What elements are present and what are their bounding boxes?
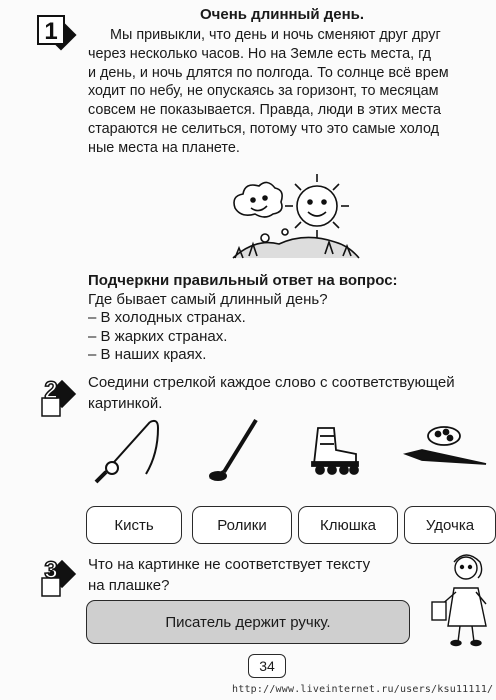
plate-text: Писатель держит ручку. (165, 613, 331, 631)
answer-option-hot[interactable]: – В жарких странах. (88, 327, 228, 345)
cloud-icon (234, 182, 282, 217)
task-number-2: 2 (44, 377, 58, 404)
watermark-url: http://www.liveinternet.ru/users/ksu11111/ (232, 684, 494, 695)
story-line: совсем не показывается. Правда, люди в этих места (88, 102, 442, 119)
girl-writer-illustration (428, 548, 494, 648)
fishing-rod-icon[interactable] (92, 414, 162, 486)
task2-instruction (88, 372, 493, 414)
word-card-hockey-stick[interactable] (298, 506, 398, 544)
word-card-label: Клюшка (319, 516, 376, 534)
word-card-label: Ролики (217, 516, 267, 534)
word-card-label: Кисть (114, 516, 154, 534)
grass-icon (233, 229, 359, 258)
sun-icon (285, 174, 349, 238)
task3-question (88, 554, 418, 596)
story-line: через несколько часов. Но на Земле есть места, гд (88, 45, 432, 62)
word-card-fishing-rod[interactable] (404, 506, 496, 544)
story-line: Мы привыкли, что день и ночь сменяют друг друг (110, 27, 441, 43)
question-line: Что на картинке не соответствует тексту (88, 556, 371, 573)
hockey-stick-icon[interactable] (204, 416, 264, 482)
question-title: Подчеркни правильный ответ на вопрос: (88, 272, 398, 289)
page-number: 34 (248, 654, 286, 678)
story-line: ные места на планете. (88, 139, 240, 156)
task-number-badge-2 (36, 374, 80, 418)
answer-option-cold[interactable]: – В холодных странах. (88, 309, 246, 326)
story-line: ходит по небу, не опускаясь за горизонт, то месяцам (88, 83, 439, 100)
story-title: Очень длинный день. (200, 6, 365, 23)
question-line: на плашке? (88, 577, 170, 594)
task-number-3: 3 (44, 557, 58, 584)
story-line: стараются не селиться, потому что это самые холод (88, 120, 440, 137)
word-card-rollers[interactable] (192, 506, 292, 544)
instruction-line: картинкой. (88, 395, 163, 412)
task-number-badge-1 (34, 8, 78, 52)
word-card-brush[interactable] (86, 506, 182, 544)
story-line: и день, и ночь длятся по полгода. То солнце всё врем (88, 64, 449, 81)
answer-option-home[interactable]: – В наших краях. (88, 346, 207, 363)
sun-and-cloud-illustration (225, 168, 365, 266)
roller-skate-icon[interactable] (306, 424, 362, 476)
task-number-badge-3 (36, 554, 80, 598)
word-cards (86, 506, 496, 546)
word-card-label: Удочка (425, 516, 475, 534)
caption-plate (86, 600, 410, 644)
question-block (88, 272, 488, 365)
task-number-1: 1 (44, 18, 58, 45)
question-text: Где бывает самый длинный день? (88, 290, 328, 308)
paintbrush-icon[interactable] (402, 424, 490, 470)
story-text (88, 26, 488, 158)
instruction-line: Соедини стрелкой каждое слово с соответствующей (88, 374, 455, 391)
